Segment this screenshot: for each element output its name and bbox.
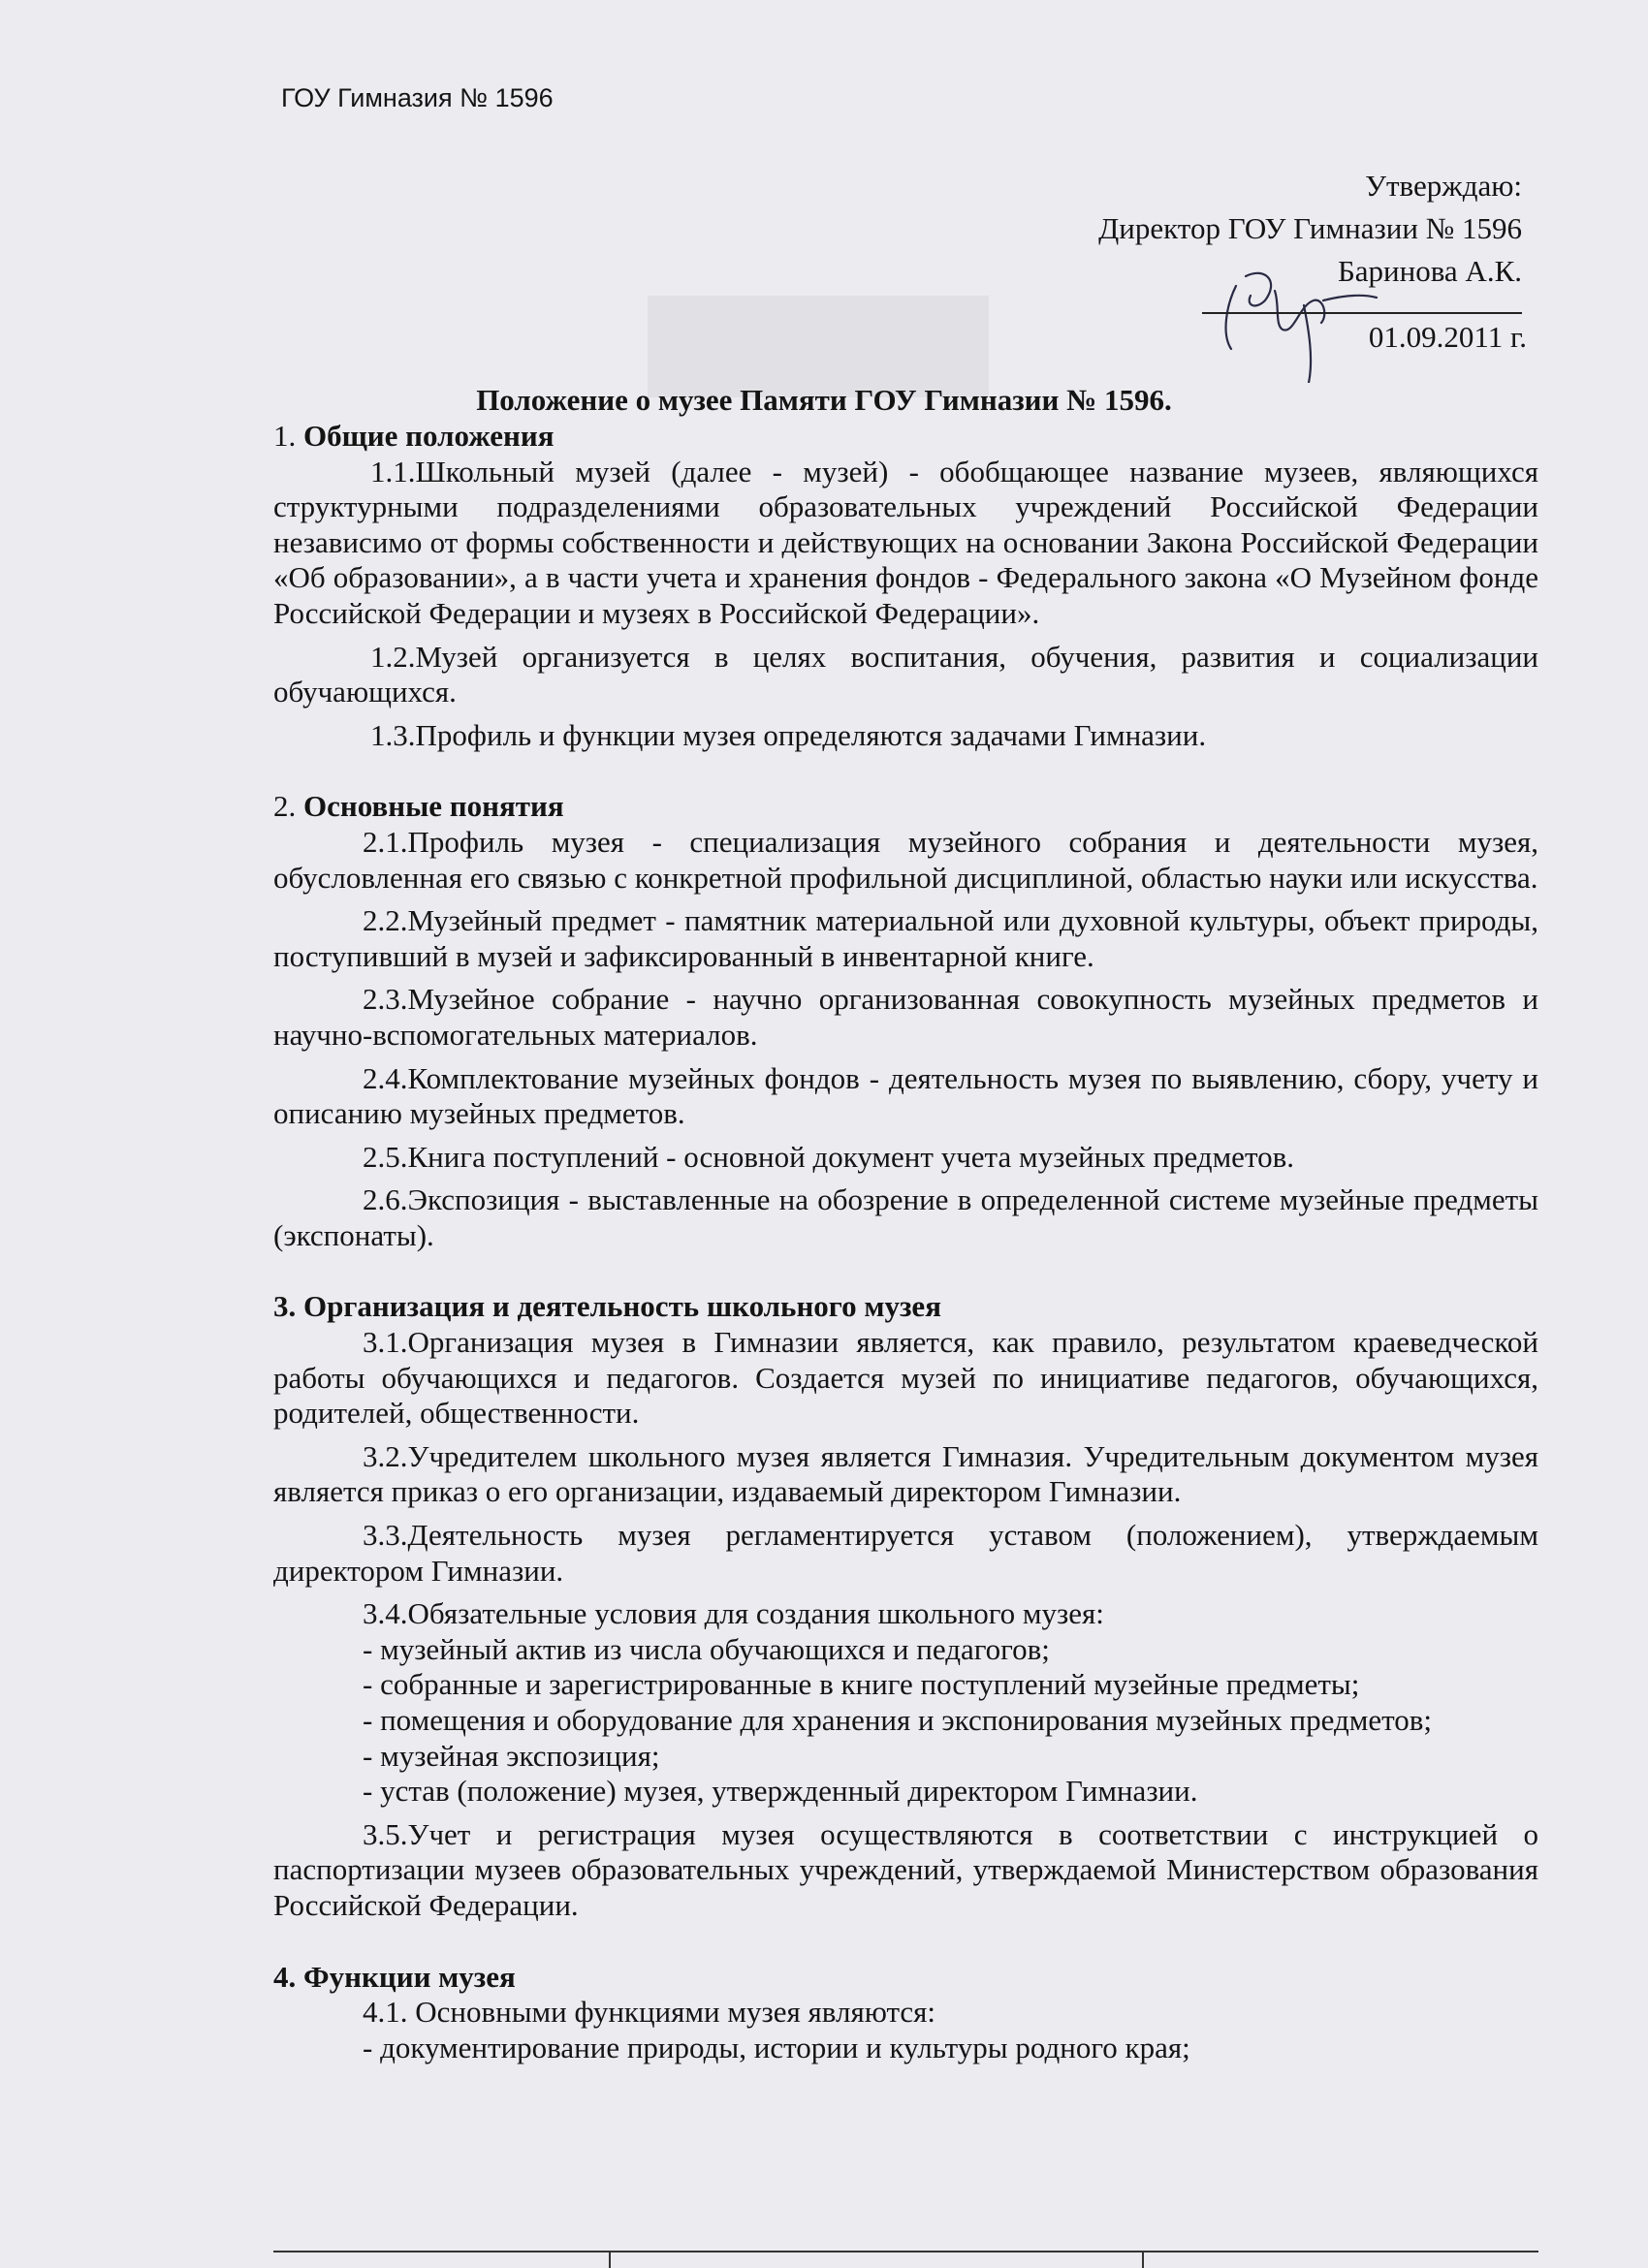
paragraph-3-5: 3.5.Учет и регистрация музея осуществляются в соответствии с инструкцией о паспортизации музеев образовательных учреждений, утверждаемой Министерством образования Российской Федерации. xyxy=(273,1816,1538,1922)
list-item: - устав (положение) музея, утвержденный директором Гимназии. xyxy=(363,1774,1198,1809)
paragraph-2-2: 2.2.Музейный предмет - памятник материальной или духовной культуры, объект природы, поступивший в музей и зафиксированный в инвентарной книге. xyxy=(273,903,1538,973)
paragraph-1-3: 1.3.Профиль и функции музея определяются задачами Гимназии. xyxy=(370,717,1207,752)
list-item: - собранные и зарегистрированные в книге поступлений музейные предметы; xyxy=(363,1667,1360,1702)
bottom-frame-line xyxy=(273,2251,1538,2252)
approval-line-director: Директор ГОУ Гимназии № 1596 xyxy=(1098,211,1522,245)
paragraph-1-2: 1.2.Музей организуется в целях воспитания, обучения, развития и социализации обучающихся. xyxy=(273,639,1538,709)
section-2-number: 2. xyxy=(273,789,303,824)
organization-header: ГОУ Гимназия № 1596 xyxy=(281,83,554,112)
paragraph-2-1: 2.1.Профиль музея - специализация музейного собрания и деятельности музея, обусловленная его связью с конкретной профильной дисциплиной, областью науки или искусства. xyxy=(273,824,1538,895)
section-3-heading xyxy=(273,1289,1538,1325)
paragraph-3-2: 3.2.Учредителем школьного музея является Гимназия. Учредительным документом музея является приказ о его организации, издаваемый директором Гимназии. xyxy=(273,1438,1538,1509)
paragraph-2-3: 2.3.Музейное собрание - научно организованная совокупность музейных предметов и научно-вспомогательных материалов. xyxy=(273,982,1538,1052)
section-3-title: 3. Организация и деятельность школьного музея xyxy=(273,1289,941,1324)
handwritten-signature xyxy=(1207,247,1381,383)
list-item: - музейный актив из числа обучающихся и педагогов; xyxy=(363,1631,1050,1666)
list-item: - музейная экспозиция; xyxy=(363,1738,660,1773)
approval-line-name: Баринова А.К. xyxy=(1337,254,1522,288)
paragraph-3-3: 3.3.Деятельность музея регламентируется уставом (положением), утверждаемым директором Гимназии. xyxy=(273,1518,1538,1588)
section-4-heading xyxy=(273,1960,1538,1996)
section-2-title: Основные понятия xyxy=(303,789,564,824)
section-1-title: Общие положения xyxy=(303,419,555,453)
approval-line-approve: Утверждаю: xyxy=(1365,169,1522,203)
document-title: Положение о музее Памяти ГОУ Гимназии № 1596. xyxy=(476,383,1172,417)
document-body xyxy=(273,419,1538,2065)
paragraph-1-1: 1.1.Школьный музей (далее - музей) - обобщающее название музеев, являющихся структурными подразделениями образовательных учреждений Российской Федерации независимо от формы собственности и действующих на основании Закона Российской Федерации «Об образовании», а в части учета и хранения фондов - Федерального закона «О Музейном фонде Российской Федерации и музеях в Российской Федерации». xyxy=(273,454,1538,630)
section-1-number: 1. xyxy=(273,419,303,453)
list-item: - помещения и оборудование для хранения и экспонирования музейных предметов; xyxy=(363,1703,1433,1737)
paragraph-2-4: 2.4.Комплектование музейных фондов - деятельность музея по выявлению, сбору, учету и описанию музейных предметов. xyxy=(273,1060,1538,1131)
bottom-frame-tick xyxy=(1142,2251,1144,2268)
list-item: - документирование природы, истории и культуры родного края; xyxy=(363,2030,1190,2064)
paragraph-2-5: 2.5.Книга поступлений - основной документ учета музейных предметов. xyxy=(363,1139,1294,1174)
section-4-title: 4. Функции музея xyxy=(273,1959,516,1994)
paragraph-3-4: 3.4.Обязательные условия для создания школьного музея: xyxy=(363,1596,1104,1631)
approval-date: 01.09.2011 г. xyxy=(1368,320,1527,354)
paragraph-2-6: 2.6.Экспозиция - выставленные на обозрение в определенной системе музейные предметы (экспонаты). xyxy=(273,1182,1538,1252)
section-1-heading xyxy=(273,419,1538,455)
bottom-frame-tick xyxy=(609,2251,611,2268)
paragraph-3-1: 3.1.Организация музея в Гимназии является, как правило, результатом краеведческой работы обучающихся и педагогов. Создается музей по инициативе педагогов, обучающихся, родителей, общественности. xyxy=(273,1325,1538,1431)
section-2-heading xyxy=(273,789,1538,825)
signature-line xyxy=(1202,312,1522,314)
paragraph-4-1: 4.1. Основными функциями музея являются: xyxy=(363,1995,936,2030)
